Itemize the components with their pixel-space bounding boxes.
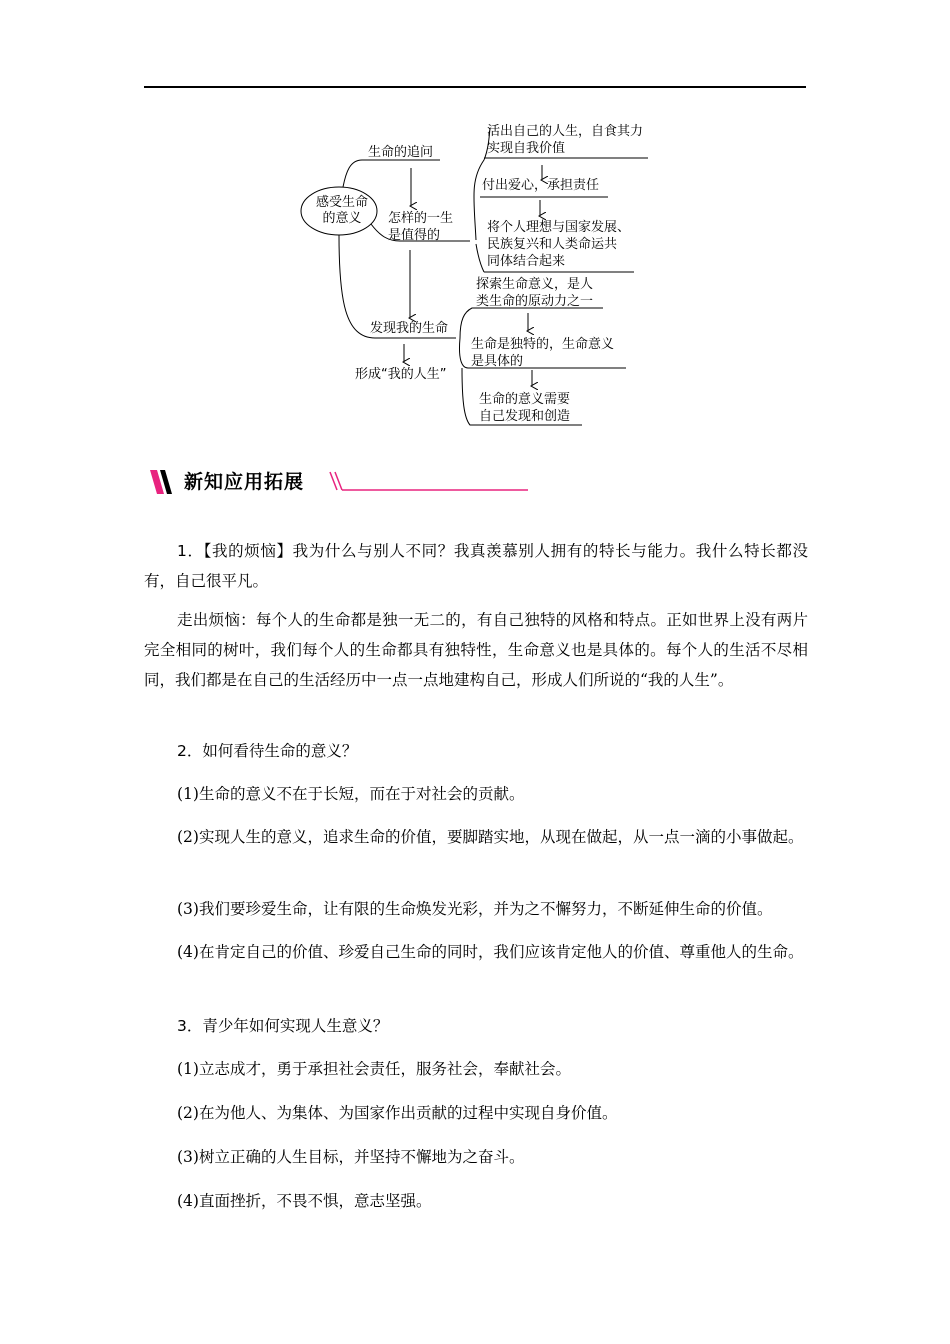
right6-line-2: 自己发现和创造 — [479, 409, 571, 424]
item-3-text: 青少年如何实现人生意义？ — [202, 1017, 389, 1035]
branch-line-1 — [343, 160, 440, 187]
node-unique-life — [471, 336, 614, 370]
right3-line-1: 将个人理想与国家发展、 — [487, 220, 631, 235]
item-3-point-3: (3)树立正确的人生目标，并坚持不懈地为之奋斗。 — [177, 1148, 525, 1166]
bracket-upper-tail — [476, 244, 484, 272]
branch-form-my-life: 形成“我的人生” — [355, 367, 447, 382]
center-node — [316, 195, 368, 227]
item-3-number: 3． — [177, 1017, 203, 1035]
node-explore-meaning — [476, 276, 593, 310]
slash-marker-icon — [148, 468, 178, 496]
item-1-number: 1． — [177, 542, 204, 560]
item-2-point-1: (1)生命的意义不在于长短，而在于对社会的贡献。 — [177, 785, 525, 803]
item-3-point-4: (4)直面挫折，不畏不惧，意志坚强。 — [177, 1192, 432, 1210]
right6-line-1: 生命的意义需要 — [479, 392, 571, 407]
branch-life-question: 生命的追问 — [368, 145, 434, 160]
item-2-text: 如何看待生命的意义？ — [202, 742, 358, 760]
node-live-own-life — [487, 123, 643, 157]
right1-line-2: 实现自我价值 — [487, 141, 566, 156]
center-line-2: 的意义 — [322, 211, 362, 226]
right1-line-1: 活出自己的人生，自食其力 — [487, 124, 644, 139]
right4-line-1: 探索生命意义，是人 — [476, 277, 594, 292]
section-header — [148, 464, 538, 500]
right5-line-2: 是具体的 — [471, 354, 524, 369]
right4-line-2: 类生命的原动力之一 — [476, 294, 594, 309]
branch-worthy-life — [388, 210, 453, 244]
item-1-text: 【我的烦恼】我为什么与别人不同？我真羡慕别人拥有的特长与能力。我什么特长都没有，自己很平凡。 — [144, 542, 808, 590]
center-line-1: 感受生命 — [316, 195, 369, 210]
item-3-point-1: (1)立志成才，勇于承担社会责任，服务社会，奉献社会。 — [177, 1060, 571, 1078]
mind-map-diagram — [0, 0, 950, 440]
item-2-point-2: (2)实现人生的意义，追求生命的价值，要脚踏实地，从现在做起，从一点一滴的小事做起。 — [177, 828, 804, 846]
branch2-line-1: 怎样的一生 — [388, 211, 454, 226]
node-ideal-nation — [487, 219, 630, 270]
item-3-point-2: (2)在为他人、为集体、为国家作出贡献的过程中实现自身价值。 — [177, 1104, 618, 1122]
item-2 — [144, 736, 808, 766]
item-1 — [144, 536, 808, 596]
node-give-love: 付出爱心，承担责任 — [482, 178, 600, 193]
right5-line-1: 生命是独特的，生命意义 — [471, 337, 615, 352]
item-3 — [144, 1011, 808, 1041]
right3-line-2: 民族复兴和人类命运共 — [487, 237, 618, 252]
bracket-lower-top — [460, 308, 603, 338]
branch2-line-2: 是值得的 — [388, 228, 441, 243]
section-underline — [328, 470, 540, 500]
node-create-meaning — [479, 391, 570, 425]
item-2-point-3: (3)我们要珍爱生命，让有限的生命焕发光彩，并为之不懈努力，不断延伸生命的价值。 — [177, 900, 773, 918]
item-2-number: 2． — [177, 742, 203, 760]
section-title: 新知应用拓展 — [184, 471, 305, 493]
branch-discover-life: 发现我的生命 — [370, 321, 449, 336]
right3-line-3: 同体结合起来 — [487, 254, 566, 269]
item-1-answer: 走出烦恼：每个人的生命都是独一无二的，有自己独特的风格和特点。正如世界上没有两片完全相同的树叶，我们每个人的生命都具有独特性，生命意义也是具体的。每个人的生活不尽相同，我们都是在自己的生活经历中一点一点地建构自己，形成人们所说的“我的人生”。 — [144, 611, 808, 689]
item-2-point-4: (4)在肯定自己的价值、珍爱自己生命的同时，我们应该肯定他人的价值、尊重他人的生命。 — [177, 943, 804, 961]
